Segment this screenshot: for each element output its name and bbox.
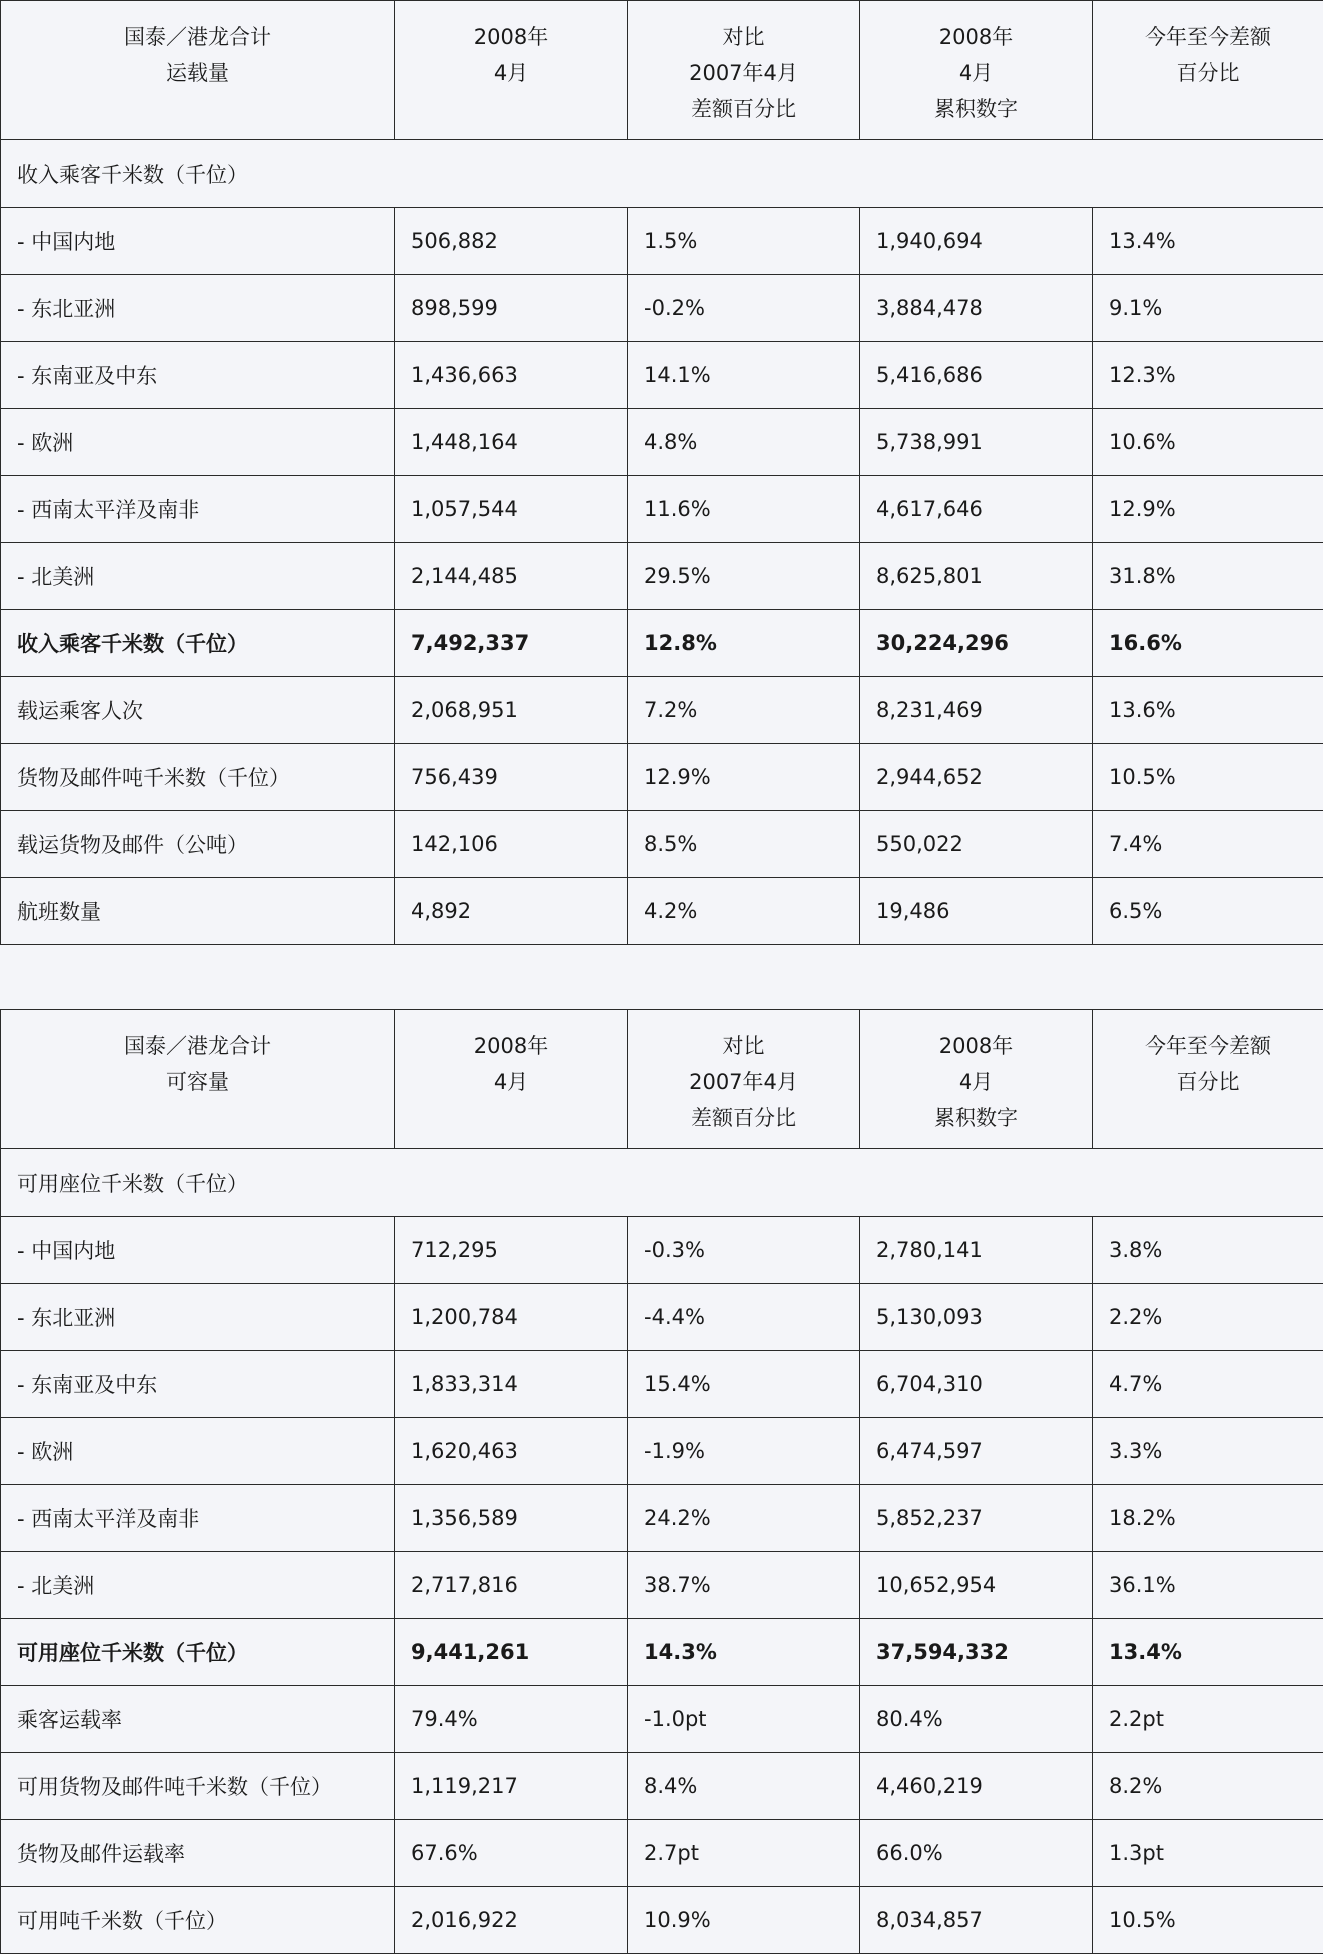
row-value: 5,130,093 xyxy=(860,1284,1093,1351)
table-row xyxy=(1,1552,1323,1619)
table-row xyxy=(1,208,1323,275)
row-value: 14.3% xyxy=(628,1619,860,1686)
row-label: - 中国内地 xyxy=(1,208,395,275)
row-value: 16.6% xyxy=(1093,610,1323,677)
row-value: 4.7% xyxy=(1093,1351,1323,1418)
row-value: 2.2pt xyxy=(1093,1686,1323,1753)
capacity-header-col5 xyxy=(1093,1010,1323,1149)
table-row xyxy=(1,1217,1323,1284)
row-value: 4,460,219 xyxy=(860,1753,1093,1820)
row-value: 8,625,801 xyxy=(860,543,1093,610)
row-value: 2,944,652 xyxy=(860,744,1093,811)
row-label: 收入乘客千米数（千位） xyxy=(1,610,395,677)
section-label: 收入乘客千米数（千位） xyxy=(1,140,1323,208)
header-text: 2008年 xyxy=(938,25,1014,49)
row-value: 37,594,332 xyxy=(860,1619,1093,1686)
table-row xyxy=(1,610,1323,677)
row-label: 载运乘客人次 xyxy=(1,677,395,744)
header-text: 2007年4月 xyxy=(689,1070,798,1094)
header-text: 百分比 xyxy=(1176,1070,1240,1094)
row-value: 30,224,296 xyxy=(860,610,1093,677)
row-value: 12.9% xyxy=(628,744,860,811)
row-value: 5,852,237 xyxy=(860,1485,1093,1552)
row-value: 6.5% xyxy=(1093,878,1323,945)
table-row xyxy=(1,811,1323,878)
row-value: 898,599 xyxy=(395,275,628,342)
row-value: 8.5% xyxy=(628,811,860,878)
header-text: 4月 xyxy=(493,1070,529,1094)
table-row xyxy=(1,677,1323,744)
row-value: 1,057,544 xyxy=(395,476,628,543)
row-value: 1.3pt xyxy=(1093,1820,1323,1887)
row-value: -1.0pt xyxy=(628,1686,860,1753)
row-label: - 东南亚及中东 xyxy=(1,342,395,409)
row-value: 1,356,589 xyxy=(395,1485,628,1552)
row-value: 2,068,951 xyxy=(395,677,628,744)
row-value: 5,738,991 xyxy=(860,409,1093,476)
table-row xyxy=(1,476,1323,543)
row-value: 31.8% xyxy=(1093,543,1323,610)
row-value: 1.5% xyxy=(628,208,860,275)
row-value: 79.4% xyxy=(395,1686,628,1753)
row-value: 12.3% xyxy=(1093,342,1323,409)
row-label: 可用吨千米数（千位） xyxy=(1,1887,395,1954)
row-value: 8,231,469 xyxy=(860,677,1093,744)
row-value: 7.2% xyxy=(628,677,860,744)
row-label: - 西南太平洋及南非 xyxy=(1,1485,395,1552)
header-text: 国泰／港龙合计 xyxy=(124,25,271,49)
row-value: 18.2% xyxy=(1093,1485,1323,1552)
row-label: - 东北亚洲 xyxy=(1,1284,395,1351)
row-value: 13.4% xyxy=(1093,1619,1323,1686)
row-value: 4.2% xyxy=(628,878,860,945)
row-label: - 欧洲 xyxy=(1,409,395,476)
header-text: 运载量 xyxy=(166,61,229,85)
row-value: 2,016,922 xyxy=(395,1887,628,1954)
header-text: 2008年 xyxy=(938,1034,1014,1058)
row-label: 载运货物及邮件（公吨） xyxy=(1,811,395,878)
capacity-header-col1 xyxy=(1,1010,395,1149)
row-value: 4,617,646 xyxy=(860,476,1093,543)
row-value: 19,486 xyxy=(860,878,1093,945)
row-value: -4.4% xyxy=(628,1284,860,1351)
row-label: - 北美洲 xyxy=(1,543,395,610)
table-row xyxy=(1,1485,1323,1552)
capacity-header-row xyxy=(1,1010,1323,1149)
row-value: 10.9% xyxy=(628,1887,860,1954)
row-label: - 西南太平洋及南非 xyxy=(1,476,395,543)
header-text: 累积数字 xyxy=(934,97,1018,121)
row-value: 8.4% xyxy=(628,1753,860,1820)
traffic-header-col3 xyxy=(628,1,860,140)
row-value: 8.2% xyxy=(1093,1753,1323,1820)
row-value: 10,652,954 xyxy=(860,1552,1093,1619)
row-value: 36.1% xyxy=(1093,1552,1323,1619)
row-value: 4,892 xyxy=(395,878,628,945)
row-label: - 北美洲 xyxy=(1,1552,395,1619)
table-row xyxy=(1,543,1323,610)
capacity-table xyxy=(0,1009,1323,1954)
header-text: 今年至今差额 xyxy=(1145,25,1271,49)
table-row xyxy=(1,1820,1323,1887)
row-value: 712,295 xyxy=(395,1217,628,1284)
row-value: 24.2% xyxy=(628,1485,860,1552)
row-value: 2,780,141 xyxy=(860,1217,1093,1284)
header-text: 差额百分比 xyxy=(691,1106,796,1130)
capacity-header-col4 xyxy=(860,1010,1093,1149)
row-value: 8,034,857 xyxy=(860,1887,1093,1954)
row-value: 67.6% xyxy=(395,1820,628,1887)
row-value: 10.6% xyxy=(1093,409,1323,476)
row-value: 1,119,217 xyxy=(395,1753,628,1820)
header-text: 差额百分比 xyxy=(691,97,796,121)
table-row xyxy=(1,1284,1323,1351)
row-value: 1,620,463 xyxy=(395,1418,628,1485)
traffic-header-row xyxy=(1,1,1323,140)
row-value: 2,144,485 xyxy=(395,543,628,610)
row-label: 航班数量 xyxy=(1,878,395,945)
row-value: 66.0% xyxy=(860,1820,1093,1887)
header-text: 今年至今差额 xyxy=(1145,1034,1271,1058)
header-text: 2007年4月 xyxy=(689,61,798,85)
header-text: 4月 xyxy=(493,61,529,85)
row-value: 29.5% xyxy=(628,543,860,610)
row-value: 14.1% xyxy=(628,342,860,409)
row-value: 1,200,784 xyxy=(395,1284,628,1351)
header-text: 4月 xyxy=(958,1070,994,1094)
header-text: 累积数字 xyxy=(934,1106,1018,1130)
header-text: 对比 xyxy=(722,1034,765,1058)
row-value: 3,884,478 xyxy=(860,275,1093,342)
row-value: 1,436,663 xyxy=(395,342,628,409)
row-label: 可用货物及邮件吨千米数（千位） xyxy=(1,1753,395,1820)
header-text: 对比 xyxy=(722,25,765,49)
row-value: 2,717,816 xyxy=(395,1552,628,1619)
table-row xyxy=(1,878,1323,945)
row-value: 11.6% xyxy=(628,476,860,543)
row-value: 15.4% xyxy=(628,1351,860,1418)
row-label: 货物及邮件运载率 xyxy=(1,1820,395,1887)
row-value: 7.4% xyxy=(1093,811,1323,878)
table-row xyxy=(1,1351,1323,1418)
row-value: 4.8% xyxy=(628,409,860,476)
table-row xyxy=(1,275,1323,342)
row-label: 货物及邮件吨千米数（千位） xyxy=(1,744,395,811)
header-text: 2008年 xyxy=(473,1034,549,1058)
table-row xyxy=(1,1418,1323,1485)
row-label: - 东南亚及中东 xyxy=(1,1351,395,1418)
table-row xyxy=(1,1686,1323,1753)
header-text: 可容量 xyxy=(166,1070,229,1094)
row-value: 9,441,261 xyxy=(395,1619,628,1686)
row-value: 13.4% xyxy=(1093,208,1323,275)
traffic-header-col4 xyxy=(860,1,1093,140)
row-value: 9.1% xyxy=(1093,275,1323,342)
row-value: 10.5% xyxy=(1093,1887,1323,1954)
row-value: 10.5% xyxy=(1093,744,1323,811)
row-value: 80.4% xyxy=(860,1686,1093,1753)
row-value: -1.9% xyxy=(628,1418,860,1485)
row-value: 1,833,314 xyxy=(395,1351,628,1418)
row-value: 550,022 xyxy=(860,811,1093,878)
header-text: 国泰／港龙合计 xyxy=(124,1034,271,1058)
row-label: 可用座位千米数（千位） xyxy=(1,1619,395,1686)
table-row xyxy=(1,1753,1323,1820)
traffic-header-col2 xyxy=(395,1,628,140)
capacity-table-body xyxy=(1,1010,1323,1954)
header-text: 4月 xyxy=(958,61,994,85)
row-value: 12.8% xyxy=(628,610,860,677)
traffic-table-body xyxy=(1,1,1323,945)
row-value: 3.3% xyxy=(1093,1418,1323,1485)
traffic-header-col1 xyxy=(1,1,395,140)
traffic-table xyxy=(0,0,1323,945)
row-value: 13.6% xyxy=(1093,677,1323,744)
capacity-header-col3 xyxy=(628,1010,860,1149)
row-value: -0.2% xyxy=(628,275,860,342)
row-value: 142,106 xyxy=(395,811,628,878)
table-row xyxy=(1,409,1323,476)
row-value: 506,882 xyxy=(395,208,628,275)
row-value: 2.2% xyxy=(1093,1284,1323,1351)
traffic-header-col5 xyxy=(1093,1,1323,140)
row-value: 6,704,310 xyxy=(860,1351,1093,1418)
row-value: 12.9% xyxy=(1093,476,1323,543)
row-value: 1,940,694 xyxy=(860,208,1093,275)
row-value: 1,448,164 xyxy=(395,409,628,476)
row-value: 756,439 xyxy=(395,744,628,811)
row-value: 3.8% xyxy=(1093,1217,1323,1284)
capacity-header-col2 xyxy=(395,1010,628,1149)
row-value: 5,416,686 xyxy=(860,342,1093,409)
header-text: 2008年 xyxy=(473,25,549,49)
row-label: - 中国内地 xyxy=(1,1217,395,1284)
traffic-section-row xyxy=(1,140,1323,208)
row-value: 6,474,597 xyxy=(860,1418,1093,1485)
row-value: -0.3% xyxy=(628,1217,860,1284)
row-value: 38.7% xyxy=(628,1552,860,1619)
row-value: 2.7pt xyxy=(628,1820,860,1887)
table-row xyxy=(1,1619,1323,1686)
row-label: - 东北亚洲 xyxy=(1,275,395,342)
section-label: 可用座位千米数（千位） xyxy=(1,1149,1323,1217)
row-value: 7,492,337 xyxy=(395,610,628,677)
table-row xyxy=(1,1887,1323,1954)
row-label: - 欧洲 xyxy=(1,1418,395,1485)
capacity-section-row xyxy=(1,1149,1323,1217)
table-row xyxy=(1,744,1323,811)
row-label: 乘客运载率 xyxy=(1,1686,395,1753)
header-text: 百分比 xyxy=(1176,61,1240,85)
table-row xyxy=(1,342,1323,409)
